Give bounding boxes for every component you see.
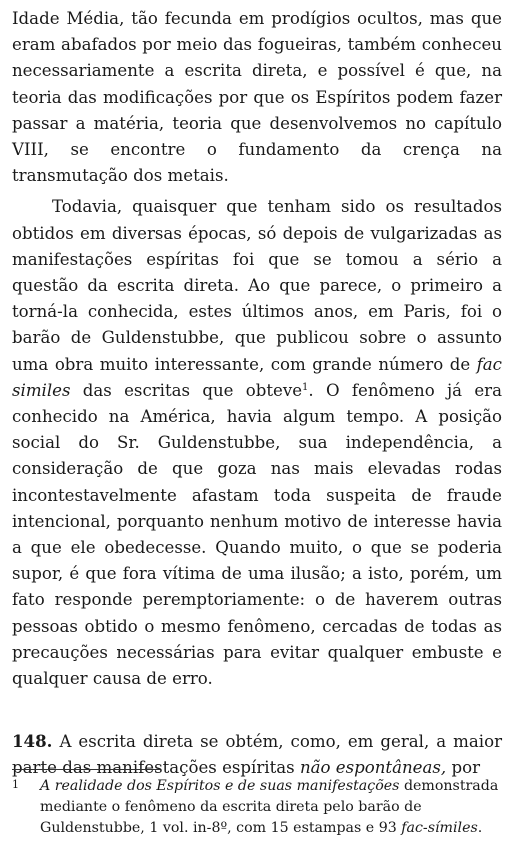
paragraph-2-part-1: Todavia, quaisquer que tenham sido os resultados obtidos em diversas épocas, só depois de vulgarizadas as manifestações espíritas foi que se tomou a sério a questão da escrita direta. Ao que parece, o primeiro a torná-la conhecida, estes últimos anos, em Paris, foi o barão de Guldenstubbe, que publicou sobre o assunto uma obra muito interessante, com grande número de: [12, 197, 502, 374]
footnote-fac-similes: fac-símiles: [401, 820, 478, 836]
paragraph-2-part-3: . O fenômeno já era conhecido na América, havia algum tempo. A posição social do Sr. Guldenstubbe, sua independência, a consideração de que goza nas mais elevadas rodas incontestavelmente afastam toda suspeita de fraude intencional, porquanto nenhum motivo de interesse havia a que ele obedecesse. Quando muito, o que se poderia supor, é que fora vítima de uma ilusão; a isto, porém, um fato responde peremptoriamente: o de haverem outras pessoas obtido o mesmo fenômeno, cercadas de todas as precauções necessárias para evitar qualquer embuste e qualquer causa de erro.: [12, 380, 502, 689]
paragraph-2-part-2: das escritas que obteve: [82, 380, 303, 400]
paragraph-guldenstubbe: [12, 194, 502, 692]
footnote-period: .: [477, 820, 483, 836]
section-number: 148.: [12, 731, 53, 752]
paragraph-continuation: [12, 6, 502, 189]
paragraph-2-italic: fac similes: [12, 354, 502, 400]
paragraph-1-text: Idade Média, tão fecunda em prodígios ocultos, mas que eram abafados por meio das fogueiras, também conheceu necessariamente a escrita direta, e possível é que, na teoria das modificações por que os Espíritos podem fazer passar a matéria, teoria que desenvolvemos no capítulo VIII, se encontre o fundamento da crença na transmutação dos metais.: [12, 9, 502, 186]
footnote-body: [40, 776, 502, 839]
section-148: [12, 728, 502, 781]
footnote-divider: [12, 769, 160, 770]
footnote: [12, 776, 502, 839]
footnote-reference[interactable]: 1: [302, 381, 309, 393]
section-148-tail: por: [451, 758, 480, 778]
footnote-mark: 1: [12, 778, 19, 791]
section-148-italic: não espontâneas,: [299, 758, 447, 778]
section-148-text: A escrita direta se obtém, como, em geral, a maior parte das manifestações espíritas: [12, 732, 503, 778]
footnote-text: demonstrada mediante o fenômeno da escrita direta pelo barão de Guldenstubbe, 1 vol. in-8º, com 15 estampas e 93: [40, 778, 499, 836]
page-content: [12, 6, 502, 782]
footnote-book-title: A realidade dos Espíritos e de suas manifestações: [40, 778, 400, 794]
